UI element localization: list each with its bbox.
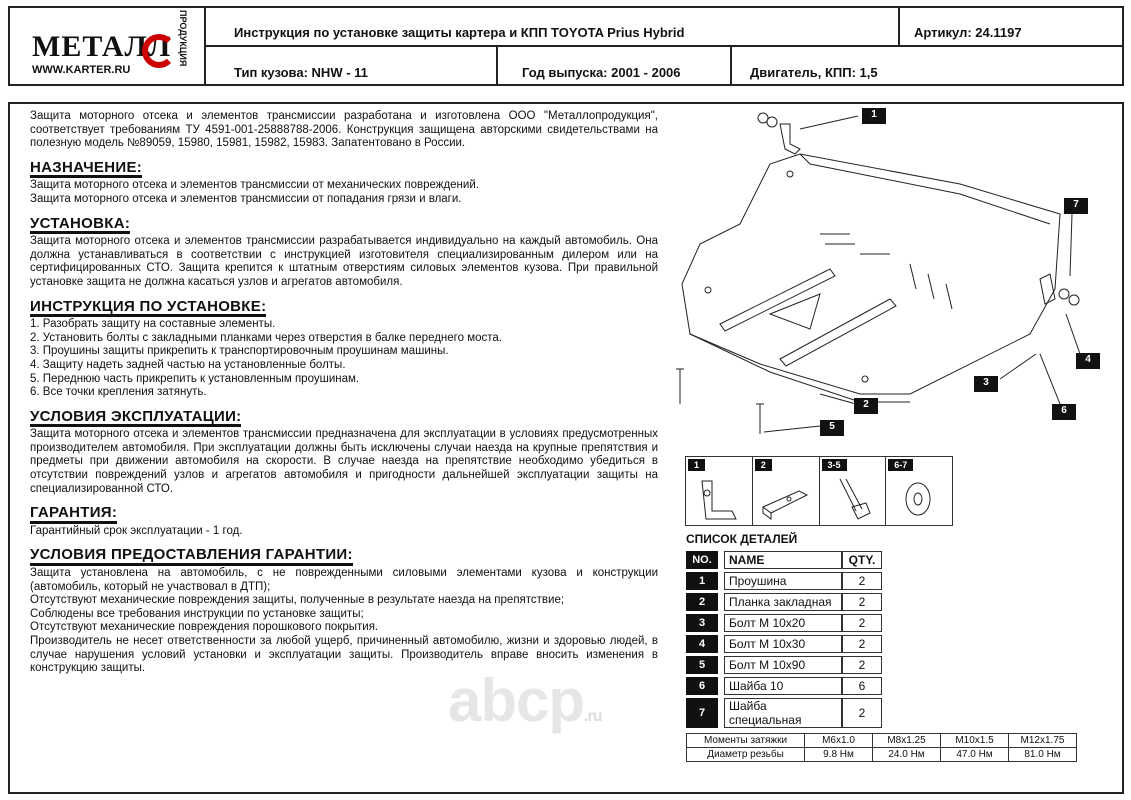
torque-cell: M12x1.75 [1009, 734, 1077, 748]
washer [1069, 295, 1079, 305]
table-row [686, 635, 882, 653]
header-qty: QTY. [842, 551, 882, 569]
row-no: 2 [686, 593, 718, 611]
company-logo [10, 8, 206, 84]
part-bolt [820, 457, 887, 525]
parts-icon-strip [685, 456, 953, 526]
install-step: 1. Разобрать защиту на составные элементы. [30, 318, 276, 331]
table-row [686, 656, 882, 674]
section-title-steps: ИНСТРУКЦИЯ ПО УСТАНОВКЕ: [30, 300, 266, 318]
row-no: 7 [686, 698, 718, 728]
leader-6 [1040, 354, 1060, 404]
warranty-condition: Производитель не несет ответственности за любой ущерб, причиненный автомобилю, жизни и здоровью людей, в случае нарушения условий установки и эксплуатации защиты. Производитель вправе вносить изменения в конструкцию защиты. [30, 635, 658, 675]
engine-gearbox: Двигатель, КПП: 1,5 [750, 65, 878, 80]
row-no: 4 [686, 635, 718, 653]
header-divider-horizontal [206, 45, 1122, 47]
torque-cell: M10x1.5 [941, 734, 1009, 748]
header-name: NAME [724, 551, 842, 569]
details-list-title: СПИСОК ДЕТАЛЕЙ [686, 532, 798, 546]
assembly-diagram [660, 104, 1120, 444]
part-tag: 3-5 [822, 459, 847, 471]
section-title-installation: УСТАНОВКА: [30, 217, 130, 235]
row-name: Планка закладная [724, 593, 842, 611]
table-row [686, 572, 882, 590]
abcp-watermark [448, 666, 602, 735]
row-qty: 2 [842, 656, 882, 674]
bracket-side [1040, 274, 1055, 304]
callout-7: 7 [1064, 198, 1088, 214]
part-insert-plate [753, 457, 820, 525]
logo-wordmark: МЕТАЛЛ [32, 30, 172, 63]
part-tag: 2 [755, 459, 772, 471]
row-name: Проушина [724, 572, 842, 590]
eyelet-icon [692, 471, 746, 523]
watermark-main: abcp [448, 667, 585, 734]
watermark-suffix: .ru [584, 708, 602, 725]
callout-1: 1 [862, 108, 886, 124]
installation-paragraph: Защита моторного отсека и элементов трансмиссии разрабатывается индивидуально на каждый автомобиль. Она должна устанавливаться в соответствии с инструкцией изготовителя специализированным дилером или на сертифицированных СТО. Защита крепится к штатным отверстиям силовых элементов кузова. При правильной установке защита не должна касаться узлов и агрегатов автомобиля. [30, 235, 658, 288]
washer-icon [892, 471, 946, 523]
row-no: 3 [686, 614, 718, 632]
install-step: 4. Защиту надеть задней частью на установленные болты. [30, 358, 346, 371]
part-eyelet [686, 457, 753, 525]
skid-plate-rear-edge [800, 154, 1050, 224]
callout-5: 5 [820, 420, 844, 436]
table-row [686, 593, 882, 611]
slot [780, 299, 896, 366]
torque-row [687, 748, 1077, 762]
logo-url: WWW.KARTER.RU [32, 64, 131, 76]
install-step: 6. Все точки крепления затянуть. [30, 386, 207, 399]
slot [820, 234, 890, 254]
bolt-long [676, 369, 684, 404]
slot [910, 264, 952, 309]
section-title-warranty-conditions: УСЛОВИЯ ПРЕДОСТАВЛЕНИЯ ГАРАНТИИ: [30, 548, 353, 566]
section-title-purpose: НАЗНАЧЕНИЕ: [30, 161, 142, 179]
header-divider-engine [730, 46, 732, 84]
row-no: 1 [686, 572, 718, 590]
table-row [686, 677, 882, 695]
logo-vertical-text: ПРОДУКЦИЯ [178, 10, 188, 67]
torque-cell: 24.0 Нм [873, 748, 941, 762]
warranty-condition: Отсутствуют механические повреждения порошкового покрытия. [30, 621, 379, 634]
part-washer [886, 457, 952, 525]
washer [758, 113, 768, 123]
torque-cell: Моменты затяжки [687, 734, 805, 748]
header-divider-year [496, 46, 498, 84]
warranty-paragraph: Гарантийный срок эксплуатации - 1 год. [30, 524, 243, 537]
row-name: Шайба 10 [724, 677, 842, 695]
production-years: Год выпуска: 2001 - 2006 [522, 65, 681, 80]
torque-row [687, 734, 1077, 748]
torque-cell: 47.0 Нм [941, 748, 1009, 762]
row-name: Болт М 10х20 [724, 614, 842, 632]
section-title-warranty: ГАРАНТИЯ: [30, 506, 117, 524]
intro-paragraph: Защита моторного отсека и элементов трансмиссии разработана и изготовлена ООО "Металлопродукция", соответствует требованиям ТУ 4591-001-25888788-2006. Конструкция защищена авторскими свидетельствами на полезную модель №89059, 15980, 15981, 15982, 15983. Запатентовано в России. [30, 110, 658, 150]
torque-cell: M6x1.0 [805, 734, 873, 748]
bracket-front [780, 124, 800, 154]
table-row [686, 698, 882, 728]
callout-3: 3 [974, 376, 998, 392]
header-frame [8, 6, 1124, 86]
insert-plate-icon [759, 471, 813, 523]
torque-cell: Диаметр резьбы [687, 748, 805, 762]
header-no: NO. [686, 551, 718, 569]
details-table [686, 548, 882, 731]
instructions-column [30, 110, 658, 676]
row-no: 6 [686, 677, 718, 695]
table-row [686, 614, 882, 632]
leader-4 [1066, 314, 1080, 354]
part-tag: 1 [688, 459, 705, 471]
install-step: 2. Установить болты с закладными планками через отверстия в балке переднего моста. [30, 331, 502, 344]
skid-plate-front-edge [690, 334, 910, 402]
row-name: Шайба специальная [724, 698, 842, 728]
torque-cell: M8x1.25 [873, 734, 941, 748]
slot [770, 294, 820, 329]
row-qty: 6 [842, 677, 882, 695]
torque-cell: 9.8 Нм [805, 748, 873, 762]
bolt-icon [826, 471, 880, 523]
mount-hole [862, 376, 868, 382]
install-step: 5. Переднюю часть прикрепить к установленным проушинам. [30, 372, 360, 385]
part-tag: 6-7 [888, 459, 913, 471]
row-qty: 2 [842, 614, 882, 632]
details-header-row [686, 551, 882, 569]
row-no: 5 [686, 656, 718, 674]
torque-table [686, 733, 1077, 762]
row-qty: 2 [842, 593, 882, 611]
leader-7 [1070, 214, 1072, 276]
article-number: Артикул: 24.1197 [914, 25, 1022, 40]
row-qty: 2 [842, 635, 882, 653]
row-name: Болт М 10х90 [724, 656, 842, 674]
row-name: Болт М 10х30 [724, 635, 842, 653]
bolt-long [756, 404, 764, 434]
mount-hole [705, 287, 711, 293]
purpose-line: Защита моторного отсека и элементов трансмиссии от попадания грязи и влаги. [30, 192, 462, 205]
row-qty: 2 [842, 698, 882, 728]
leader-3 [1000, 354, 1036, 379]
callout-6: 6 [1052, 404, 1076, 420]
warranty-condition: Защита установлена на автомобиль, с не поврежденными силовыми элементами кузова и конструкции (автомобиль, который не участвовал в ДТП); [30, 567, 658, 593]
callout-4: 4 [1076, 353, 1100, 369]
header-divider-article [898, 8, 900, 46]
mount-hole [787, 171, 793, 177]
washer [767, 117, 777, 127]
install-step: 3. Проушины защиты прикрепить к транспортировочным проушинам машины. [30, 345, 449, 358]
washer [1059, 289, 1069, 299]
leader-1 [800, 116, 858, 129]
skid-plate-outline [682, 154, 1060, 394]
doc-title: Инструкция по установке защиты картера и КПП TOYOTA Prius Hybrid [234, 25, 685, 40]
leader-5 [764, 426, 820, 432]
section-title-operation: УСЛОВИЯ ЭКСПЛУАТАЦИИ: [30, 410, 241, 428]
torque-cell: 81.0 Нм [1009, 748, 1077, 762]
row-qty: 2 [842, 572, 882, 590]
warranty-condition: Соблюдены все требования инструкции по установке защиты; [30, 607, 364, 620]
body-type: Тип кузова: NHW - 11 [234, 65, 368, 80]
callout-2: 2 [854, 398, 878, 414]
purpose-line: Защита моторного отсека и элементов трансмиссии от механических повреждений. [30, 179, 479, 192]
slot [720, 269, 835, 331]
operation-paragraph: Защита моторного отсека и элементов трансмиссии предназначена для эксплуатации в условиях предусмотренных производителем автомобиля. При эксплуатации должны быть исключены случаи наезда на крупные препятствия и предметы при движении автомобиля на скорости. В случае наезда на препятствие необходимо убедиться в отсутствии повреждений узлов и агрегатов автомобиля и пригодности дальнейшей эксплуатации защиты на специализированной СТО. [30, 428, 658, 495]
warranty-condition: Отсутствуют механические повреждения защиты, полученные в результате наезда на препятствие; [30, 594, 565, 607]
